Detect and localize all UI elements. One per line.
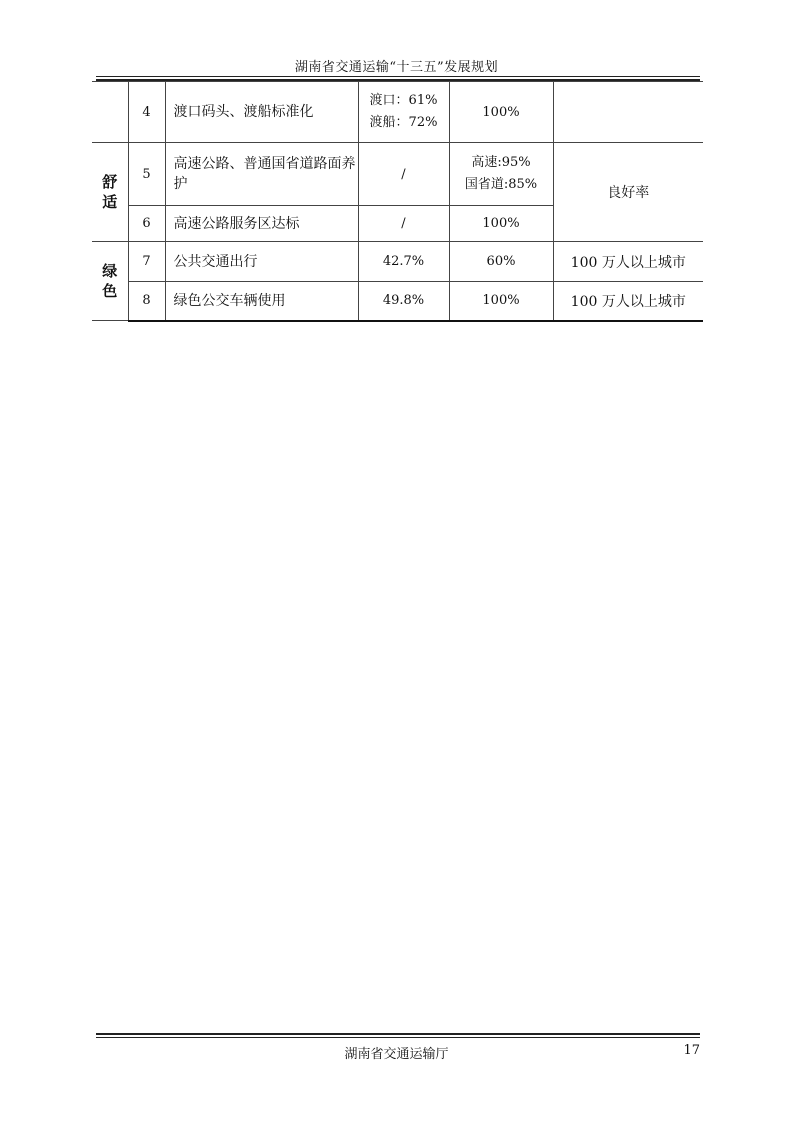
target-value: 100% (449, 282, 553, 321)
row-number: 5 (128, 143, 165, 206)
indicator-name: 绿色公交车辆使用 (165, 282, 358, 321)
target-value: 60% (449, 242, 553, 282)
page-header-title: 湖南省交通运输“十三五”发展规划 (294, 60, 499, 75)
footer-organization: 湖南省交通运输厅 (344, 1047, 449, 1062)
table-row (92, 242, 703, 282)
table-row (92, 143, 703, 206)
current-value-line-2: 渡船：72% (369, 115, 438, 130)
row-number: 6 (128, 206, 165, 242)
current-value: 49.8% (358, 282, 449, 321)
note-cell (553, 82, 703, 143)
current-value: / (358, 143, 449, 206)
category-green: 绿色 (92, 242, 128, 321)
indicator-name: 渡口码头、渡船标准化 (165, 82, 358, 143)
table-row (92, 282, 703, 321)
indicator-table (92, 81, 703, 322)
target-value: 100% (449, 206, 553, 242)
footer-rule-thick (96, 1033, 700, 1035)
header-rule-thin (96, 76, 700, 77)
indicator-name: 高速公路服务区达标 (165, 206, 358, 242)
note-cell: 100 万人以上城市 (553, 282, 703, 321)
category-cell (92, 82, 128, 143)
current-value: / (358, 206, 449, 242)
target-value-line-2: 国省道:85% (464, 177, 538, 192)
note-cell: 100 万人以上城市 (553, 242, 703, 282)
indicator-name: 高速公路、普通国省道路面养护 (165, 143, 358, 206)
page-number: 17 (683, 1043, 700, 1058)
current-value-cell (358, 82, 449, 143)
indicator-name: 公共交通出行 (165, 242, 358, 282)
current-value: 42.7% (358, 242, 449, 282)
row-number: 4 (128, 82, 165, 143)
target-value-cell (449, 143, 553, 206)
footer-rule-thin (96, 1037, 700, 1038)
current-value-line-1: 渡口：61% (369, 93, 438, 108)
row-number: 7 (128, 242, 165, 282)
target-value: 100% (449, 82, 553, 143)
category-comfort: 舒适 (92, 143, 128, 242)
table-row (92, 82, 703, 143)
row-number: 8 (128, 282, 165, 321)
note-cell: 良好率 (553, 143, 703, 242)
target-value-line-1: 高速:95% (471, 155, 531, 170)
